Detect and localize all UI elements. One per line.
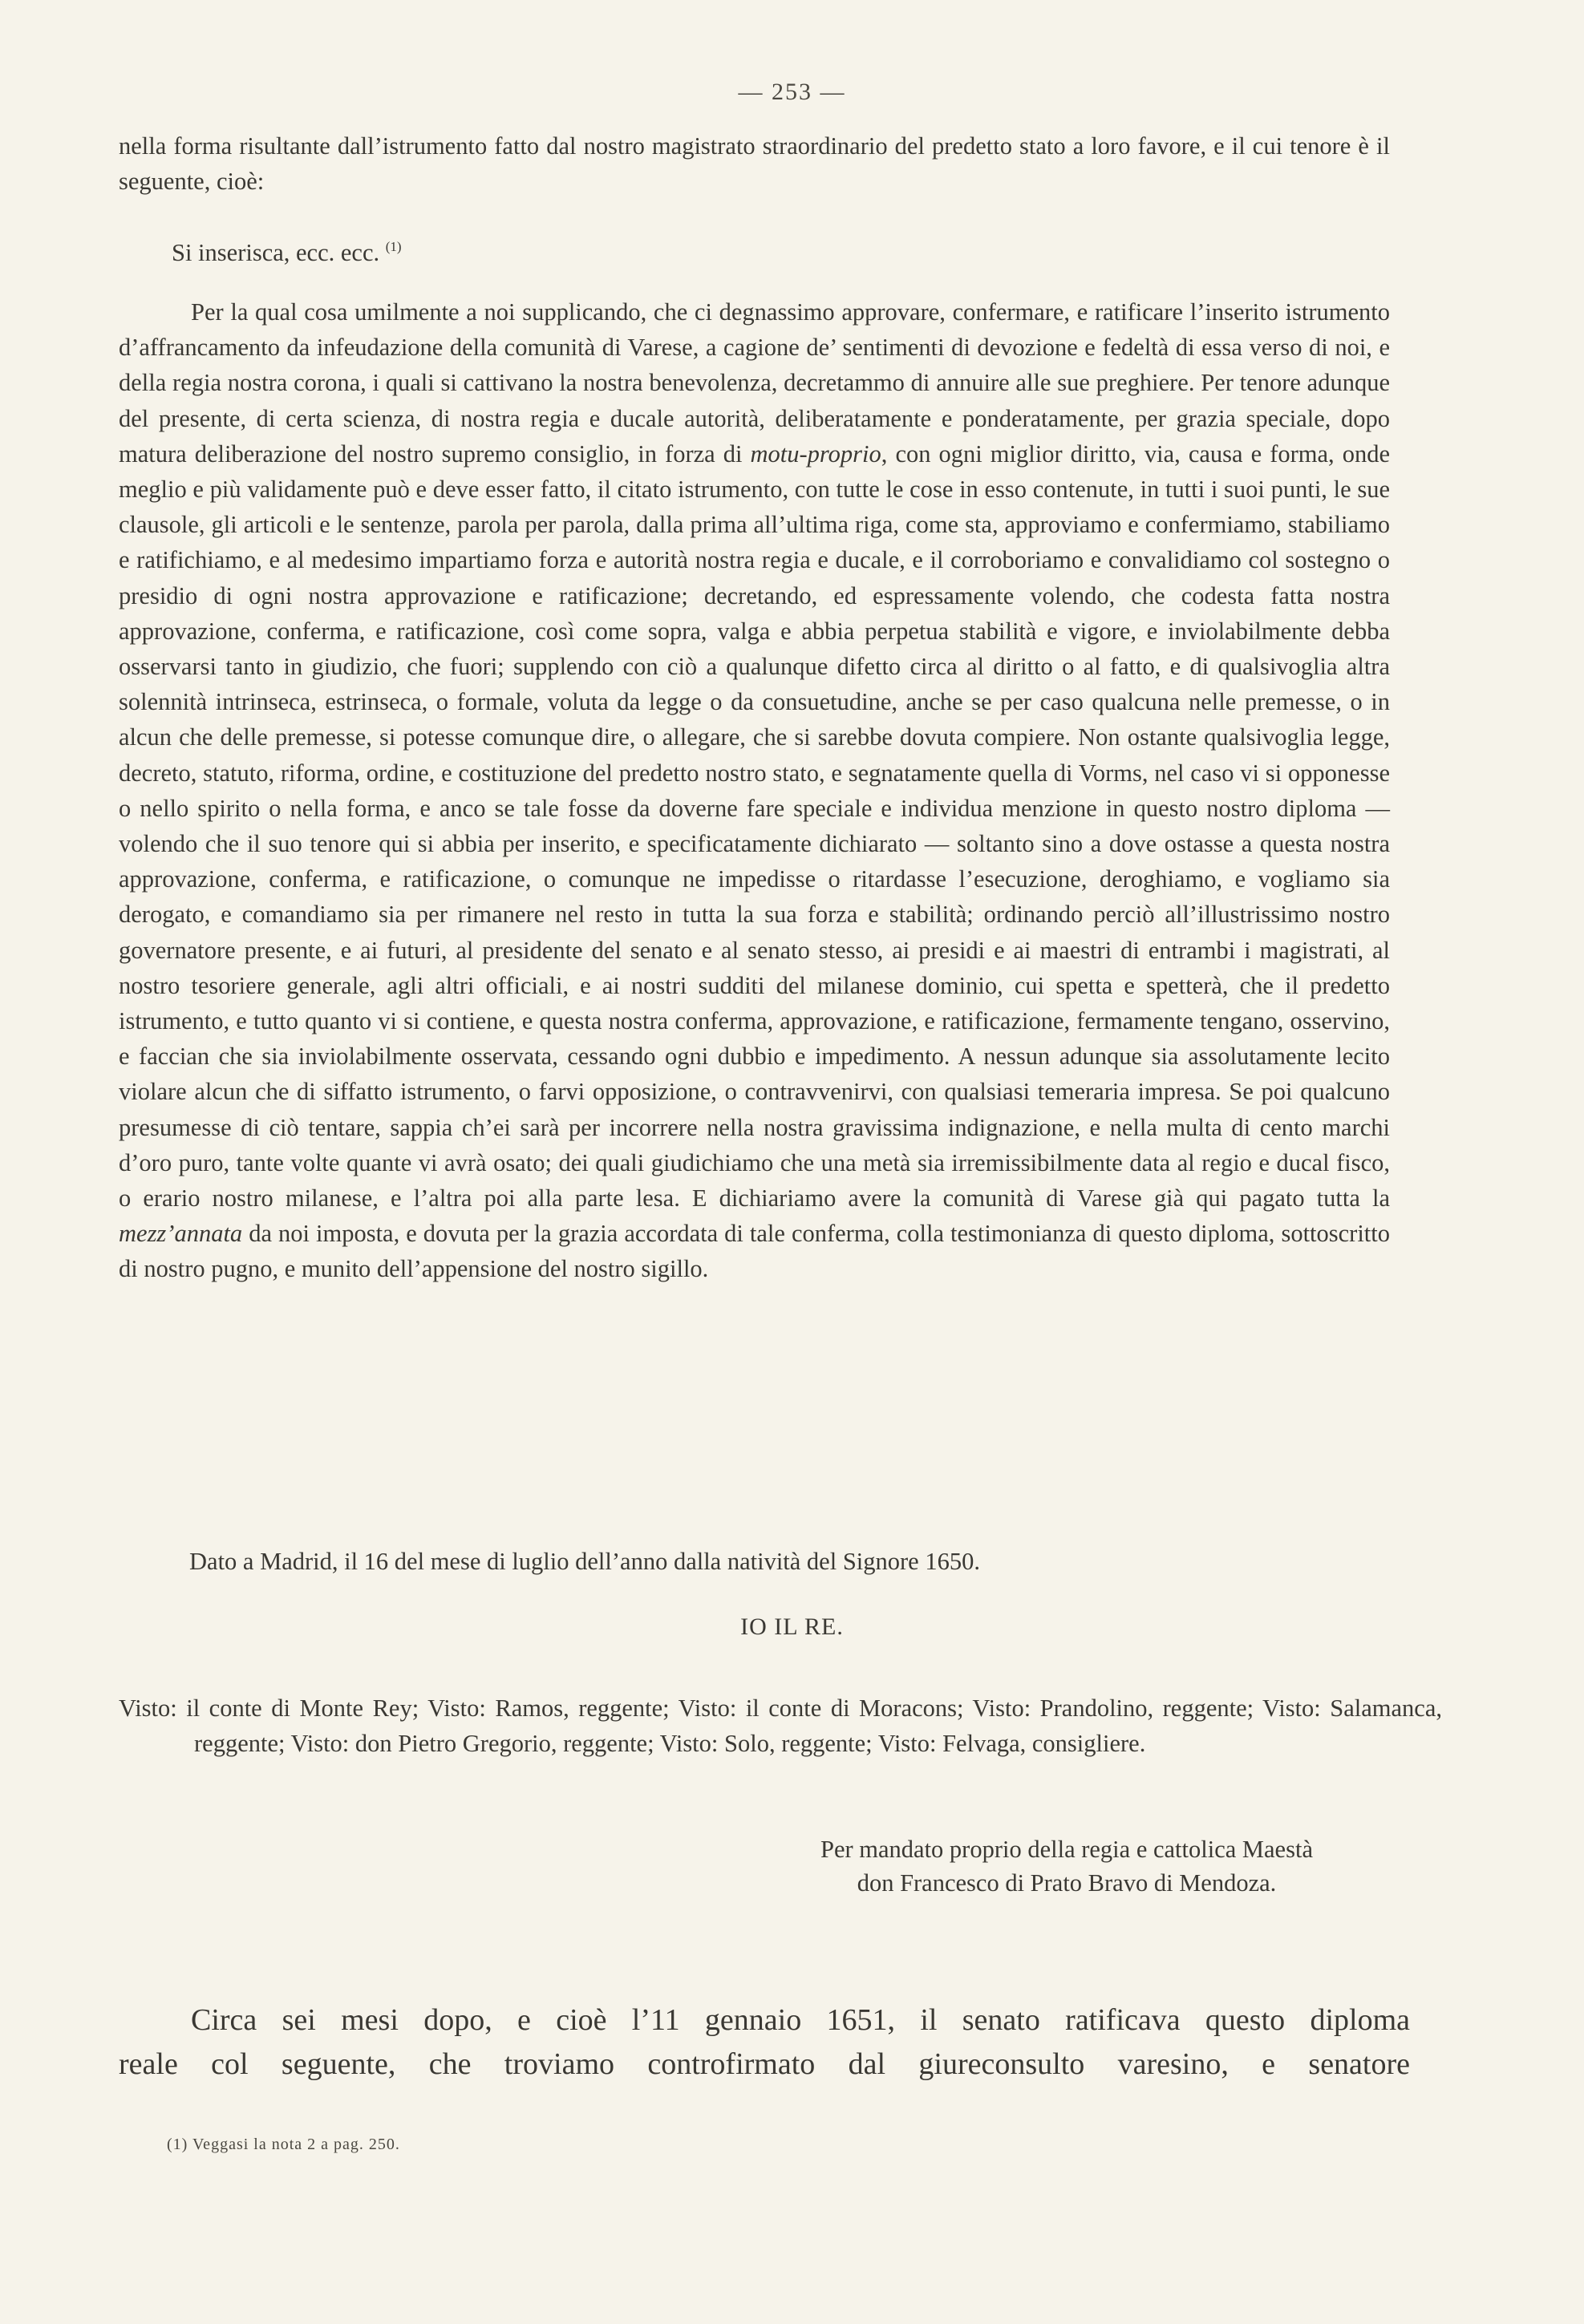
- footnote: (1) Veggasi la nota 2 a pag. 250.: [167, 2136, 400, 2153]
- footnote-marker: (1): [385, 239, 402, 254]
- main-text-part1: Per la qual cosa umilmente a noi supplicando, che ci degnassimo approvare, confermare, e ratificare l’inserito istrumento d’affrancamento da infeudazione della comunità di Varese, a cagione de’ sentimenti di devozione e fedeltà di essa verso di noi, e della regia nostra corona, i quali si cattivano la nostra benevolenza, decretammo di annuire alle sue preghiere. Per tenore adunque del presente, di certa scienza, di nostra regia e ducale autorità, deliberatamente e ponderatamente, per grazia speciale, dopo matura deliberazione del nostro supremo consiglio, in forza di: [119, 298, 1390, 468]
- intro-text: nella forma risultante dall’istrumento fatto dal nostro magistrato straordinario del predetto stato a loro favore, e il cui tenore è il seguente, cioè:: [119, 132, 1390, 196]
- mandate-line-1: Per mandato proprio della regia e cattolica Maestà: [820, 1836, 1313, 1863]
- mandate-line-2: don Francesco di Prato Bravo di Mendoza.: [857, 1869, 1277, 1897]
- main-text-part3: da noi imposta, e dovuta per la grazia accordata di tale conferma, colla testimonianza di questo diploma, sottoscritto di nostro pugno, e munito dell’appensione del nostro sigillo.: [119, 1220, 1390, 1283]
- closing-line-2: reale col seguente, che troviamo controfirmato dal giureconsulto varesino, e senatore: [119, 2047, 1410, 2081]
- intro-paragraph: [119, 128, 1390, 199]
- main-paragraph: [119, 294, 1390, 1287]
- main-text-italic-mezzannata: mezz’annata: [119, 1220, 243, 1248]
- royal-signature: IO IL RE.: [740, 1613, 844, 1640]
- main-text-italic-motu-proprio: motu-proprio: [750, 439, 881, 468]
- insert-note-text: Si inserisca, ecc. ecc.: [172, 239, 380, 266]
- insert-note: [172, 235, 402, 270]
- main-text: [119, 294, 1390, 1287]
- closing-line-1: Circa sei mesi dopo, e cioè l’11 gennaio 1651, il senato ratificava questo diploma: [191, 2003, 1410, 2037]
- dated-line: Dato a Madrid, il 16 del mese di luglio dell’anno dalla natività del Signore 1650.: [189, 1548, 980, 1575]
- page-number: — 253 —: [738, 79, 846, 105]
- visto-text: Visto: il conte di Monte Rey; Visto: Ramos, reggente; Visto: il conte di Moracons; Visto: Prandolino, reggente; Visto: Salamanca, reggente; Visto: don Pietro Gregorio, reggente; Visto: Solo, reggente; Visto: Felvaga, consigliere.: [119, 1694, 1442, 1757]
- mandate-block: [746, 1832, 1388, 1900]
- main-text-part2: , con ogni miglior diritto, via, causa e forma, onde meglio e più validamente può e deve esser fatto, il citato istrumento, con tutte le cose in esso contenute, in tutti i suoi punti, le sue clausole, gli articoli e le sentenze, parola per parola, dalla prima all’ultima riga, come sta, approviamo e confermiamo, stabiliamo e ratifichiamo, e al medesimo impartiamo forza e autorità nostra regia e ducale, e il corroboriamo e convalidiamo col sostegno o presidio di ogni nostra approvazione e ratificazione; decretando, ed espressamente volendo, che codesta fatta nostra approvazione, conferma, e ratificazione, così come sopra, valga e abbia perpetua stabilità e vigore, e inviolabilmente debba osservarsi tanto in giudizio, che fuori; supplendo con ciò a qualunque difetto circa al diritto o al fatto, e di qualsivoglia altra solennità intrinseca, estrinseca, o formale, voluta da legge o da consuetudine, anche se per caso qualcuna nelle premesse, o in alcun che delle premesse, si potesse comunque dire, o allegare, che si sarebbe dovuta compiere. Non ostante qualsivoglia legge, decreto, statuto, riforma, ordine, e costituzione del predetto nostro stato, e segnatamente quella di Vorms, nel caso vi si opponesse o nello spirito o nella forma, e anco se tale fosse da doverne fare speciale e individua menzione in questo nostro diploma — volendo che il suo tenore qui si abbia per inserito, e specificatamente dichiarato — soltanto sino a dove ostasse a questa nostra approvazione, conferma, e ratificazione, o comunque ne impedisse o ritardasse l’esecuzione, deroghiamo, e vogliamo sia derogato, e comandiamo sia per rimanere nel resto in tutta la sua forza e stabilità; ordinando perciò all’illustrissimo nostro governatore presente, e ai futuri, al presidente del senato e al senato stesso, ai presidi e ai maestri di entrambi i magistrati, al nostro tesoriere generale, agli altri officiali, e ai nostri sudditi del milanese dominio, cui spetta e spetterà, che il predetto istrumento, e tutto quanto vi si contiene, e questa nostra conferma, approvazione, e ratificazione, fermamente tengano, osservino, e faccian che sia inviolabilmente osservata, cessando ogni dubbio e impedimento. A nessun adunque sia assolutamente lecito violare alcun che di siffatto istrumento, o farvi opposizione, o contravvenirvi, con qualsiasi temeraria impresa. Se poi qualcuno presumesse di ciò tentare, sappia ch’ei sarà per incorrere nella nostra gravissima indignazione, e nella multa di cento marchi d’oro puro, tante volte quante vi avrà osato; dei quali giudichiamo che una metà sia irremissibilmente data al regio e ducal fisco, o erario nostro milanese, e l’altra poi alla parte lesa. E dichiariamo avere la comunità di Varese già qui pagato tutta la: [119, 439, 1390, 1213]
- visto-block: [119, 1690, 1442, 1761]
